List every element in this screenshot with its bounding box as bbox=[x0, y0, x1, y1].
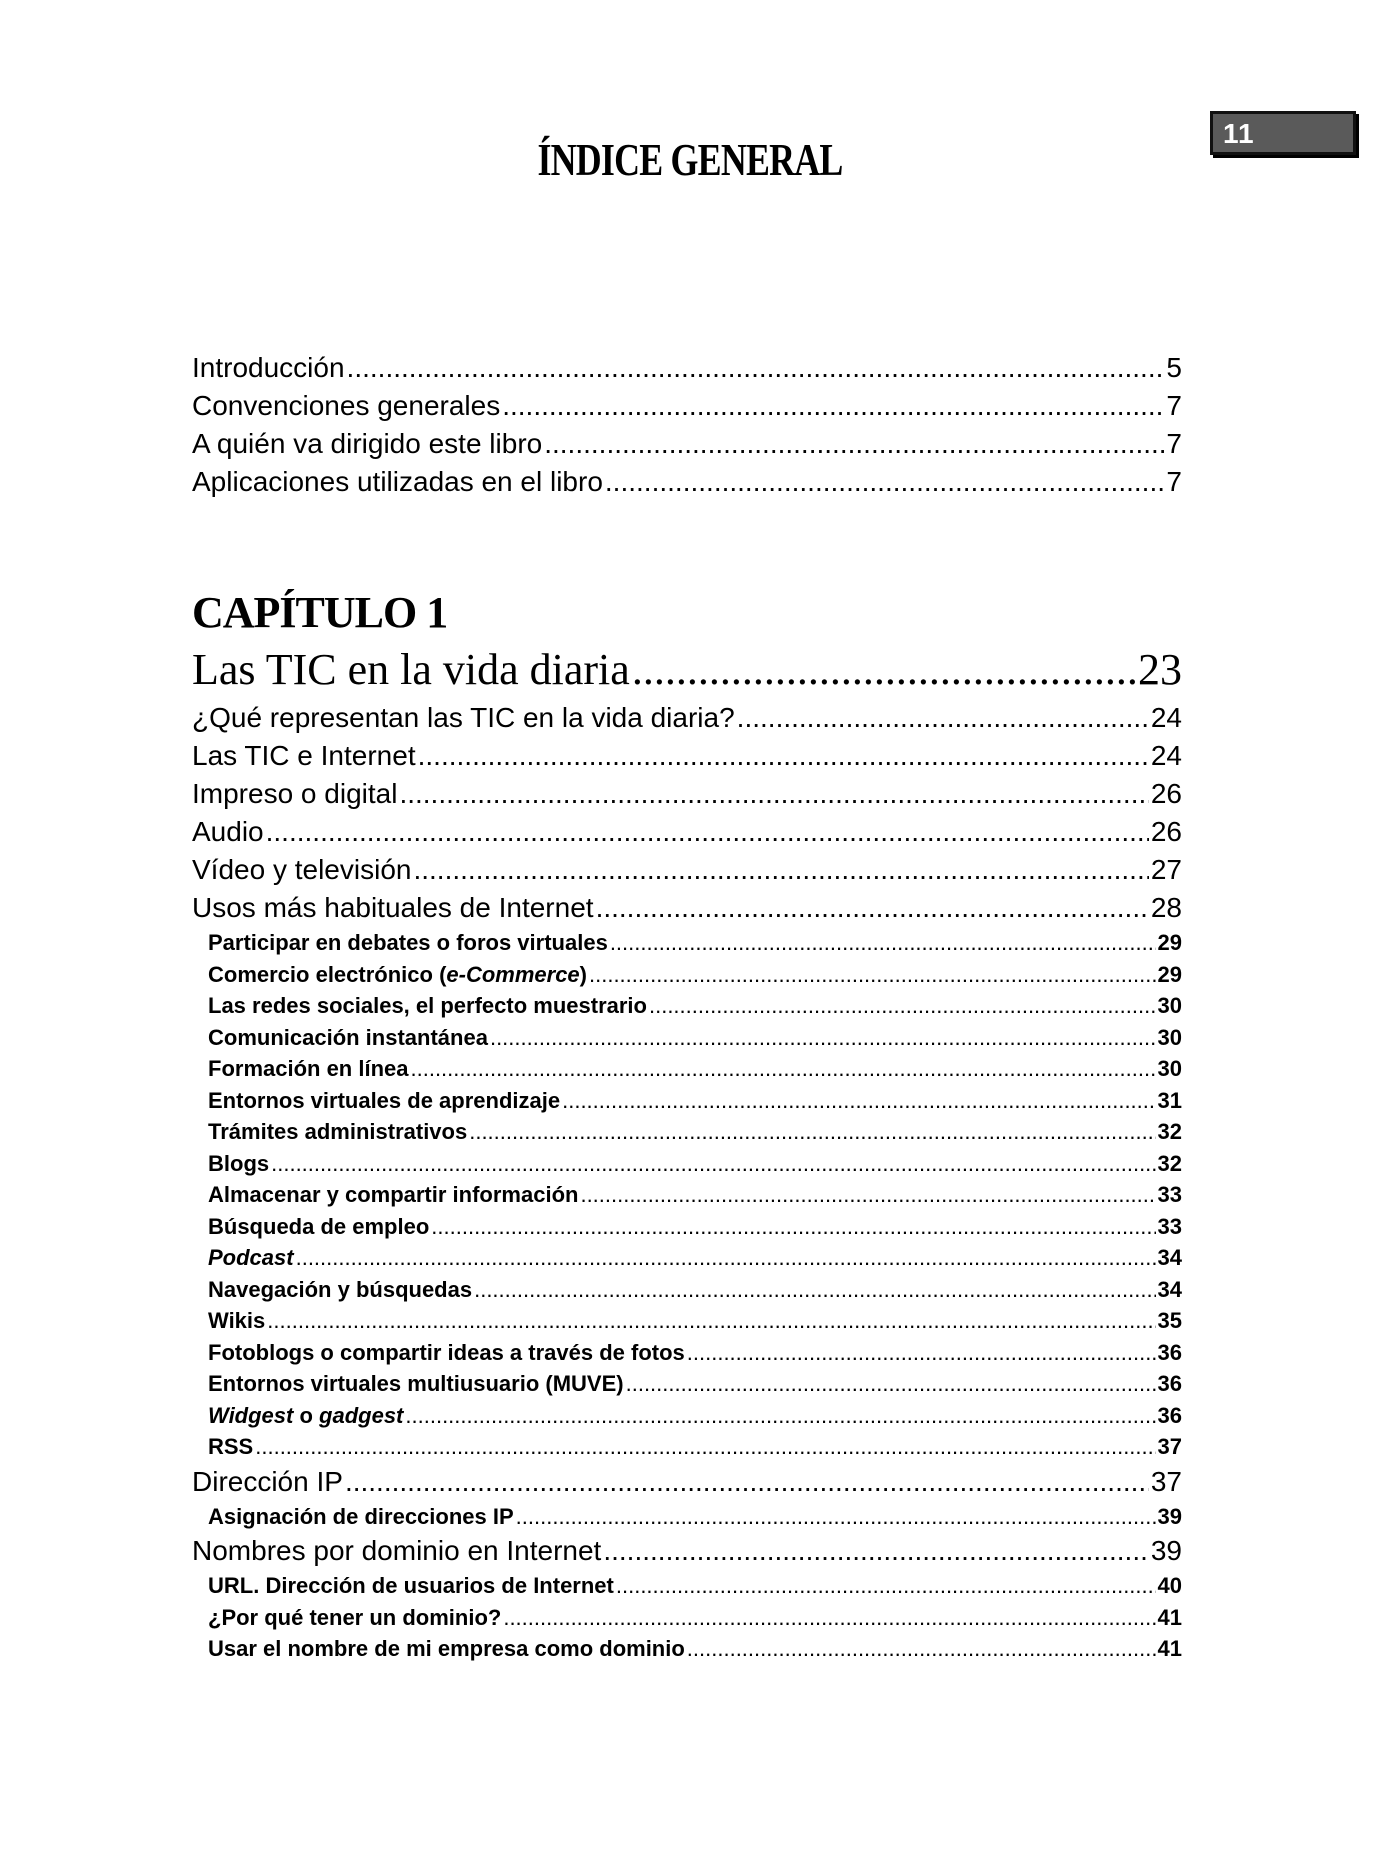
toc-subentry[interactable] bbox=[192, 1400, 1182, 1432]
dot-leader bbox=[267, 1305, 1155, 1337]
toc-label: URL. Dirección de usuarios de Internet bbox=[208, 1573, 614, 1598]
toc-page-number: 29 bbox=[1157, 961, 1182, 987]
dot-leader bbox=[502, 387, 1164, 425]
toc-subentry[interactable] bbox=[192, 1501, 1182, 1533]
toc-label: Wikis bbox=[208, 1308, 266, 1333]
toc-page-number: 35 bbox=[1157, 1308, 1182, 1333]
dot-leader bbox=[737, 699, 1149, 737]
toc-label: A quién va dirigido este libro bbox=[192, 428, 543, 459]
toc-subentry[interactable] bbox=[192, 1337, 1182, 1369]
toc-subentry[interactable] bbox=[192, 1148, 1182, 1180]
dot-leader bbox=[469, 1116, 1155, 1148]
toc-page-number: 7 bbox=[1166, 428, 1182, 459]
toc-entry[interactable] bbox=[192, 851, 1182, 889]
toc-page-number: 26 bbox=[1150, 816, 1182, 847]
toc-label: Navegación y búsquedas bbox=[208, 1276, 473, 1302]
toc-subentry[interactable] bbox=[192, 1116, 1182, 1148]
toc-subentry[interactable] bbox=[192, 1305, 1182, 1337]
dot-leader bbox=[411, 1053, 1156, 1085]
toc-label: Las redes sociales, el perfecto muestrario bbox=[208, 993, 647, 1018]
toc-page-number: 41 bbox=[1157, 1636, 1182, 1661]
chapter-title-entry[interactable] bbox=[192, 641, 1182, 699]
toc-label: Participar en debates o foros virtuales bbox=[208, 930, 608, 955]
toc-label: Podcast bbox=[208, 1245, 294, 1270]
toc-page-number: 30 bbox=[1157, 1024, 1182, 1050]
toc-page-number: 39 bbox=[1157, 1503, 1182, 1529]
toc-subentry[interactable] bbox=[192, 927, 1182, 959]
dot-leader bbox=[649, 990, 1156, 1022]
toc-page-number: 7 bbox=[1166, 466, 1182, 497]
toc-entry[interactable] bbox=[192, 387, 1182, 425]
dot-leader bbox=[474, 1274, 1155, 1306]
toc-subentry[interactable] bbox=[192, 1211, 1182, 1243]
toc-entry[interactable] bbox=[192, 775, 1182, 813]
toc-label: Usar el nombre de mi empresa como dominio bbox=[208, 1636, 685, 1661]
toc-label: Usos más habituales de Internet bbox=[192, 892, 594, 923]
dot-leader bbox=[580, 1179, 1155, 1211]
dot-leader bbox=[687, 1337, 1156, 1369]
toc-subentry[interactable] bbox=[192, 1633, 1182, 1665]
toc-label: Entornos virtuales multiusuario (MUVE) bbox=[208, 1371, 624, 1396]
dot-leader bbox=[296, 1242, 1156, 1274]
dot-leader bbox=[603, 1532, 1149, 1570]
toc-subentry[interactable] bbox=[192, 1179, 1182, 1211]
toc-label: Comercio electrónico ( bbox=[208, 961, 447, 987]
toc-page-number: 32 bbox=[1157, 1150, 1182, 1176]
dot-leader bbox=[687, 1633, 1156, 1665]
toc-label: Widgest bbox=[208, 1402, 294, 1428]
toc-label: Blogs bbox=[208, 1150, 270, 1176]
toc-label: Comunicación instantánea bbox=[208, 1024, 488, 1050]
toc-page-number: 5 bbox=[1166, 352, 1182, 383]
toc-page-number: 32 bbox=[1157, 1119, 1182, 1144]
dot-leader bbox=[605, 463, 1165, 501]
dot-leader bbox=[418, 737, 1149, 775]
toc-label: Entornos virtuales de aprendizaje bbox=[208, 1087, 561, 1113]
toc-subentry[interactable] bbox=[192, 1274, 1182, 1306]
toc-page-number: 24 bbox=[1150, 702, 1182, 733]
dot-leader bbox=[544, 425, 1164, 463]
toc-label: Almacenar y compartir información bbox=[208, 1182, 579, 1207]
toc-entry[interactable] bbox=[192, 737, 1182, 775]
toc-subentry[interactable] bbox=[192, 1053, 1182, 1085]
toc-page-number: 34 bbox=[1157, 1276, 1182, 1302]
chapter-heading: CAPÍTULO 1 bbox=[192, 588, 448, 637]
page-title: ÍNDICE GENERAL bbox=[537, 134, 843, 185]
toc-page-number: 23 bbox=[1138, 645, 1182, 694]
dot-leader bbox=[347, 349, 1165, 387]
toc-subentry[interactable] bbox=[192, 1602, 1182, 1634]
dot-leader bbox=[413, 851, 1148, 889]
toc-label: Fotoblogs o compartir ideas a través de fotos bbox=[208, 1339, 685, 1365]
toc-subentry[interactable] bbox=[192, 1368, 1182, 1400]
dot-leader bbox=[562, 1085, 1155, 1117]
dot-leader bbox=[431, 1211, 1155, 1243]
toc-subentry[interactable] bbox=[192, 1570, 1182, 1602]
dot-leader bbox=[596, 889, 1149, 927]
toc-label: gadgest bbox=[319, 1402, 404, 1428]
dot-leader bbox=[626, 1368, 1156, 1400]
toc-page-number: 29 bbox=[1157, 930, 1182, 955]
toc-subentry[interactable] bbox=[192, 959, 1182, 991]
dot-leader bbox=[399, 775, 1148, 813]
toc-label: Audio bbox=[192, 816, 264, 847]
toc-page-number: 24 bbox=[1150, 740, 1182, 771]
dot-leader bbox=[616, 1570, 1156, 1602]
dot-leader bbox=[405, 1400, 1155, 1432]
toc-label bbox=[208, 959, 587, 991]
page-number: 11 bbox=[1223, 118, 1255, 149]
toc-label: Aplicaciones utilizadas en el libro bbox=[192, 466, 603, 497]
toc-subentry[interactable] bbox=[192, 1431, 1182, 1463]
toc-page-number: 27 bbox=[1150, 854, 1182, 885]
toc-label: Las TIC e Internet bbox=[192, 740, 416, 771]
toc-subentry[interactable] bbox=[192, 990, 1182, 1022]
toc-page-number: 37 bbox=[1157, 1434, 1182, 1459]
toc-entry[interactable] bbox=[192, 349, 1182, 387]
toc-page-number: 30 bbox=[1157, 1056, 1182, 1081]
toc-entry[interactable] bbox=[192, 1463, 1182, 1501]
dot-leader bbox=[266, 813, 1149, 851]
toc-label: Nombres por dominio en Internet bbox=[192, 1535, 602, 1566]
toc-page-number: 28 bbox=[1150, 892, 1182, 923]
toc-page-number: 34 bbox=[1157, 1245, 1182, 1270]
dot-leader bbox=[345, 1463, 1149, 1501]
front-matter-list bbox=[192, 349, 1182, 501]
toc-label: ¿Por qué tener un dominio? bbox=[208, 1604, 502, 1630]
toc-subentry[interactable] bbox=[192, 1242, 1182, 1274]
toc-label: Vídeo y televisión bbox=[192, 854, 412, 885]
toc-entry[interactable] bbox=[192, 889, 1182, 927]
dot-leader bbox=[610, 927, 1156, 959]
toc-label: Asignación de direcciones IP bbox=[208, 1503, 514, 1529]
toc-page-number: 33 bbox=[1157, 1213, 1182, 1239]
toc-label: e-Commerce bbox=[446, 961, 580, 987]
dot-leader bbox=[271, 1148, 1155, 1180]
toc-page-number: 33 bbox=[1157, 1182, 1182, 1207]
toc-page-number: 7 bbox=[1166, 390, 1182, 421]
toc-label: Búsqueda de empleo bbox=[208, 1213, 430, 1239]
toc-page-number: 36 bbox=[1157, 1339, 1182, 1365]
dot-leader bbox=[632, 641, 1136, 699]
toc-page-number: 31 bbox=[1157, 1087, 1182, 1113]
toc-label: Convenciones generales bbox=[192, 390, 501, 421]
toc-label: RSS bbox=[208, 1434, 254, 1459]
toc-page-number: 30 bbox=[1157, 993, 1182, 1018]
toc-label: Dirección IP bbox=[192, 1465, 343, 1497]
toc-entry[interactable] bbox=[192, 813, 1182, 851]
toc-label: Trámites administrativos bbox=[208, 1119, 468, 1144]
toc-subentry[interactable] bbox=[192, 1085, 1182, 1117]
dot-leader bbox=[503, 1602, 1155, 1634]
toc-page-number: 40 bbox=[1157, 1573, 1182, 1598]
toc-page-number: 41 bbox=[1157, 1604, 1182, 1630]
dot-leader bbox=[589, 959, 1156, 991]
toc-page-number: 37 bbox=[1150, 1465, 1182, 1497]
toc-entry[interactable] bbox=[192, 1532, 1182, 1570]
toc-label: ) bbox=[579, 961, 587, 987]
toc-entry[interactable] bbox=[192, 699, 1182, 737]
dot-leader bbox=[255, 1431, 1155, 1463]
toc-label: Introducción bbox=[192, 352, 345, 383]
toc-entry[interactable] bbox=[192, 463, 1182, 501]
toc-subentry[interactable] bbox=[192, 1022, 1182, 1054]
dot-leader bbox=[516, 1501, 1156, 1533]
toc-label: o bbox=[293, 1402, 320, 1428]
toc-label bbox=[208, 1400, 403, 1432]
toc-page-number: 26 bbox=[1150, 778, 1182, 809]
dot-leader bbox=[490, 1022, 1156, 1054]
chapter-1-section bbox=[192, 585, 1182, 1665]
toc-page-number: 36 bbox=[1157, 1371, 1182, 1396]
toc-label: ¿Qué representan las TIC en la vida diaria? bbox=[192, 702, 735, 733]
toc-entry[interactable] bbox=[192, 425, 1182, 463]
toc-label: Formación en línea bbox=[208, 1056, 409, 1081]
toc-label: Las TIC en la vida diaria bbox=[192, 645, 630, 694]
page-number-badge bbox=[1210, 111, 1356, 155]
toc-label: Impreso o digital bbox=[192, 778, 398, 809]
toc-page-number: 39 bbox=[1150, 1535, 1182, 1566]
toc-page-number: 36 bbox=[1157, 1402, 1182, 1428]
